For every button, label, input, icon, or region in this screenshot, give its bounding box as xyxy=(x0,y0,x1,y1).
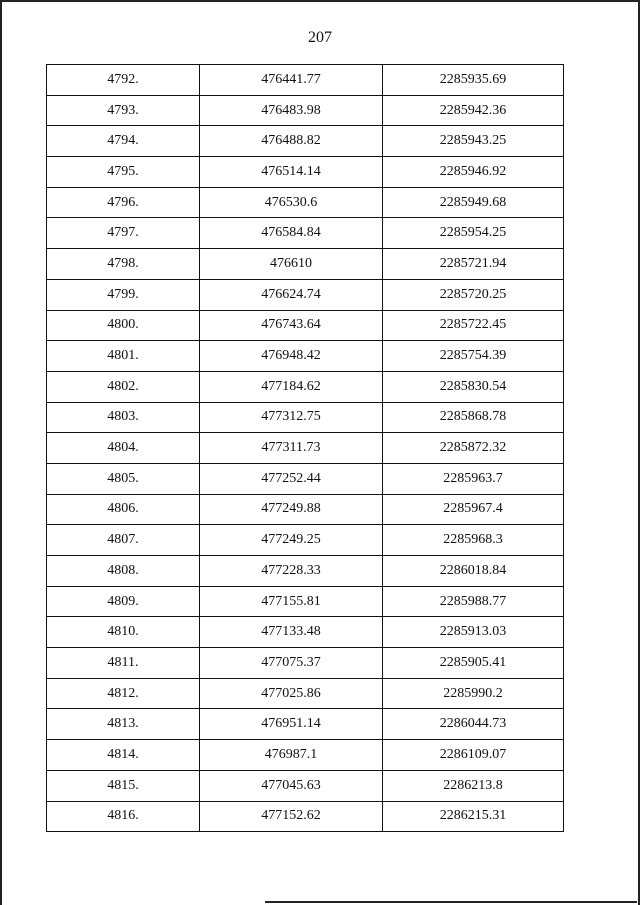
coordinates-table xyxy=(46,64,564,832)
x-coordinate-cell: 477249.88 xyxy=(200,494,383,525)
point-number-cell: 4808. xyxy=(47,556,200,587)
point-number-cell: 4802. xyxy=(47,371,200,402)
table-row xyxy=(47,126,564,157)
point-number-cell: 4809. xyxy=(47,586,200,617)
table-row xyxy=(47,187,564,218)
x-coordinate-cell: 477228.33 xyxy=(200,556,383,587)
y-coordinate-cell: 2285913.03 xyxy=(383,617,564,648)
y-coordinate-cell: 2285722.45 xyxy=(383,310,564,341)
point-number-cell: 4811. xyxy=(47,648,200,679)
table-row xyxy=(47,95,564,126)
y-coordinate-cell: 2286109.07 xyxy=(383,740,564,771)
x-coordinate-cell: 477133.48 xyxy=(200,617,383,648)
point-number-cell: 4815. xyxy=(47,770,200,801)
point-number-cell: 4796. xyxy=(47,187,200,218)
x-coordinate-cell: 476584.84 xyxy=(200,218,383,249)
page-border-bottom xyxy=(265,901,637,903)
y-coordinate-cell: 2285943.25 xyxy=(383,126,564,157)
table-row xyxy=(47,678,564,709)
coordinates-table-body xyxy=(47,65,564,832)
x-coordinate-cell: 476951.14 xyxy=(200,709,383,740)
y-coordinate-cell: 2285968.3 xyxy=(383,525,564,556)
y-coordinate-cell: 2286044.73 xyxy=(383,709,564,740)
table-row xyxy=(47,463,564,494)
table-row xyxy=(47,402,564,433)
table-row xyxy=(47,433,564,464)
x-coordinate-cell: 477075.37 xyxy=(200,648,383,679)
point-number-cell: 4803. xyxy=(47,402,200,433)
y-coordinate-cell: 2285935.69 xyxy=(383,65,564,96)
point-number-cell: 4804. xyxy=(47,433,200,464)
x-coordinate-cell: 477252.44 xyxy=(200,463,383,494)
x-coordinate-cell: 476624.74 xyxy=(200,279,383,310)
x-coordinate-cell: 476987.1 xyxy=(200,740,383,771)
point-number-cell: 4798. xyxy=(47,249,200,280)
point-number-cell: 4792. xyxy=(47,65,200,96)
y-coordinate-cell: 2286018.84 xyxy=(383,556,564,587)
point-number-cell: 4800. xyxy=(47,310,200,341)
table-row xyxy=(47,157,564,188)
y-coordinate-cell: 2285988.77 xyxy=(383,586,564,617)
point-number-cell: 4799. xyxy=(47,279,200,310)
table-row xyxy=(47,709,564,740)
page-number: 207 xyxy=(308,29,332,46)
x-coordinate-cell: 477312.75 xyxy=(200,402,383,433)
table-row xyxy=(47,218,564,249)
y-coordinate-cell: 2286215.31 xyxy=(383,801,564,832)
y-coordinate-cell: 2286213.8 xyxy=(383,770,564,801)
y-coordinate-cell: 2285905.41 xyxy=(383,648,564,679)
point-number-cell: 4813. xyxy=(47,709,200,740)
y-coordinate-cell: 2285872.32 xyxy=(383,433,564,464)
y-coordinate-cell: 2285830.54 xyxy=(383,371,564,402)
y-coordinate-cell: 2285754.39 xyxy=(383,341,564,372)
y-coordinate-cell: 2285949.68 xyxy=(383,187,564,218)
x-coordinate-cell: 477184.62 xyxy=(200,371,383,402)
table-row xyxy=(47,371,564,402)
x-coordinate-cell: 477249.25 xyxy=(200,525,383,556)
point-number-cell: 4812. xyxy=(47,678,200,709)
y-coordinate-cell: 2285990.2 xyxy=(383,678,564,709)
table-row xyxy=(47,801,564,832)
y-coordinate-cell: 2285720.25 xyxy=(383,279,564,310)
x-coordinate-cell: 476441.77 xyxy=(200,65,383,96)
table-row xyxy=(47,556,564,587)
y-coordinate-cell: 2285967.4 xyxy=(383,494,564,525)
point-number-cell: 4801. xyxy=(47,341,200,372)
point-number-cell: 4793. xyxy=(47,95,200,126)
point-number-cell: 4810. xyxy=(47,617,200,648)
table-row xyxy=(47,648,564,679)
y-coordinate-cell: 2285721.94 xyxy=(383,249,564,280)
y-coordinate-cell: 2285942.36 xyxy=(383,95,564,126)
x-coordinate-cell: 476530.6 xyxy=(200,187,383,218)
table-row xyxy=(47,249,564,280)
table-row xyxy=(47,586,564,617)
point-number-cell: 4797. xyxy=(47,218,200,249)
page-border-top xyxy=(0,0,640,2)
y-coordinate-cell: 2285954.25 xyxy=(383,218,564,249)
table-row xyxy=(47,494,564,525)
point-number-cell: 4807. xyxy=(47,525,200,556)
y-coordinate-cell: 2285868.78 xyxy=(383,402,564,433)
x-coordinate-cell: 476488.82 xyxy=(200,126,383,157)
point-number-cell: 4795. xyxy=(47,157,200,188)
x-coordinate-cell: 477025.86 xyxy=(200,678,383,709)
x-coordinate-cell: 477155.81 xyxy=(200,586,383,617)
point-number-cell: 4805. xyxy=(47,463,200,494)
table-row xyxy=(47,525,564,556)
x-coordinate-cell: 477311.73 xyxy=(200,433,383,464)
x-coordinate-cell: 476948.42 xyxy=(200,341,383,372)
point-number-cell: 4814. xyxy=(47,740,200,771)
y-coordinate-cell: 2285946.92 xyxy=(383,157,564,188)
table-row xyxy=(47,770,564,801)
y-coordinate-cell: 2285963.7 xyxy=(383,463,564,494)
table-row xyxy=(47,740,564,771)
point-number-cell: 4816. xyxy=(47,801,200,832)
x-coordinate-cell: 477045.63 xyxy=(200,770,383,801)
table-row xyxy=(47,341,564,372)
table-row xyxy=(47,310,564,341)
x-coordinate-cell: 476743.64 xyxy=(200,310,383,341)
table-row xyxy=(47,617,564,648)
x-coordinate-cell: 477152.62 xyxy=(200,801,383,832)
point-number-cell: 4806. xyxy=(47,494,200,525)
point-number-cell: 4794. xyxy=(47,126,200,157)
x-coordinate-cell: 476610 xyxy=(200,249,383,280)
x-coordinate-cell: 476514.14 xyxy=(200,157,383,188)
table-row xyxy=(47,279,564,310)
table-row xyxy=(47,65,564,96)
x-coordinate-cell: 476483.98 xyxy=(200,95,383,126)
page-border-left xyxy=(0,0,2,905)
